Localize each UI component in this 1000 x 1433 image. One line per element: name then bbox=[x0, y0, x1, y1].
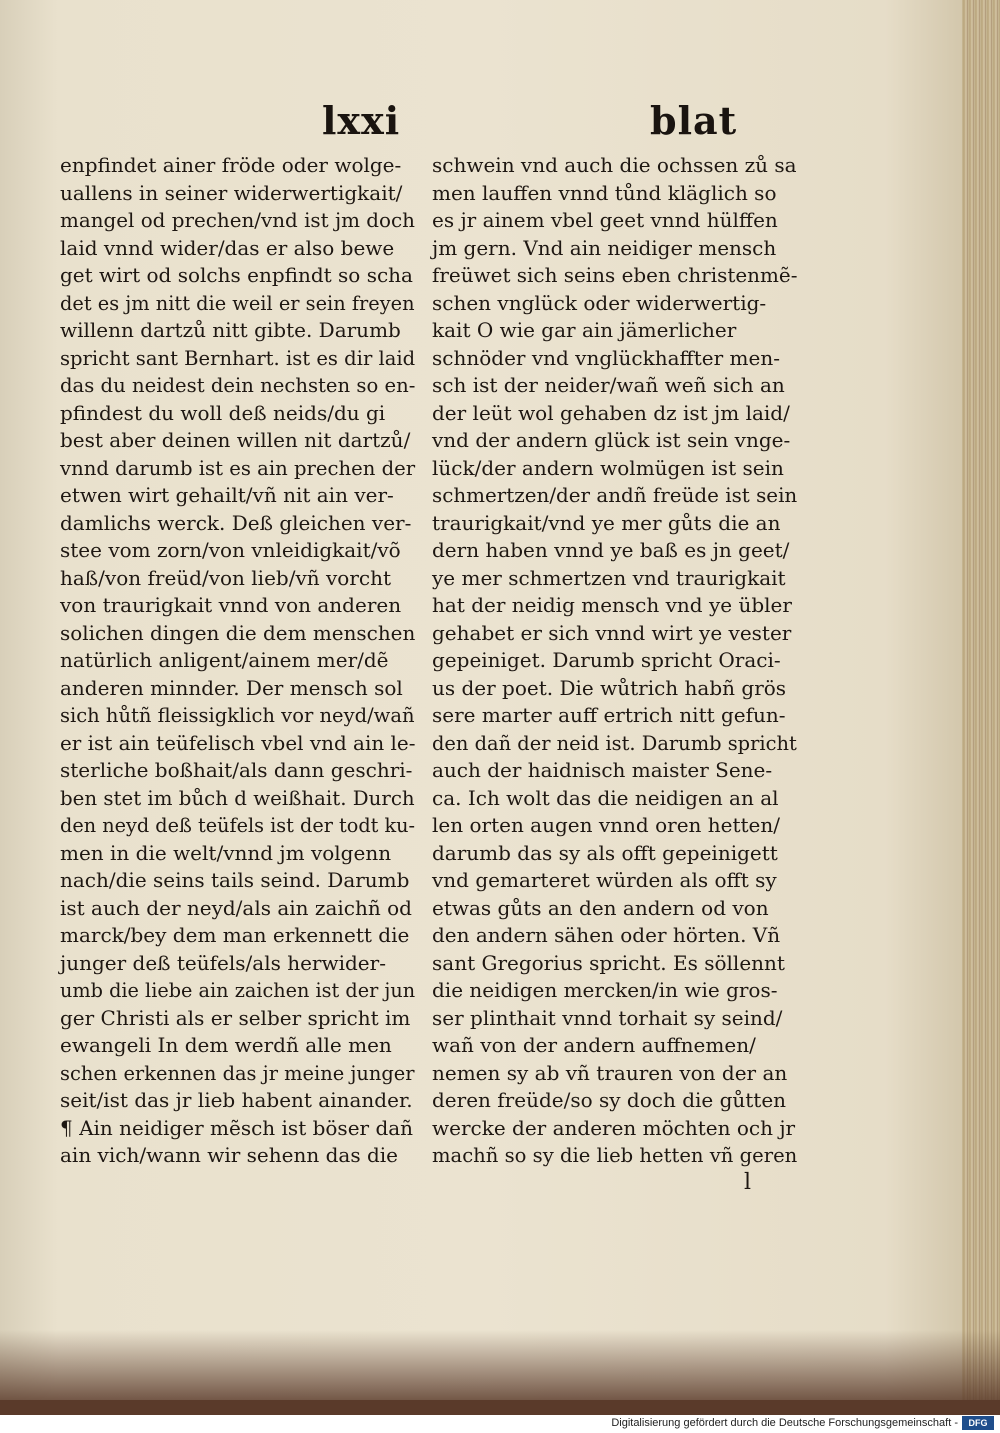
text-line: ist auch der neyd/als ain zaichñ od bbox=[60, 895, 412, 920]
text-line: uallens in seiner widerwertigkait/ bbox=[60, 180, 403, 205]
text-line: gehabet er sich vnnd wirt ye vester bbox=[432, 620, 792, 645]
text-line: marck/bey dem man erkennett die bbox=[60, 923, 410, 947]
text-line: jm gern. Vnd ain neidiger mensch bbox=[432, 235, 777, 260]
folio-number: lxxi bbox=[322, 98, 401, 143]
text-line: junger deß teüfels/als herwider- bbox=[60, 950, 386, 975]
signature-mark: l bbox=[744, 1170, 752, 1195]
text-line: es jr ainem vbel geet vnnd hülffen bbox=[432, 208, 778, 232]
text-line: darumb das sy als offt gepeinigett bbox=[432, 840, 778, 865]
text-line: schwein vnd auch die ochssen zů sa bbox=[432, 153, 797, 177]
text-line: ger Christi als er selber spricht im bbox=[60, 1005, 411, 1030]
text-line: us der poet. Die wůtrich habñ grös bbox=[432, 675, 787, 700]
text-line: schmertzen/der andñ freüde ist sein bbox=[432, 483, 798, 507]
text-line: ewangeli In dem werdñ alle men bbox=[60, 1033, 392, 1057]
text-line: gepeiniget. Darumb spricht Oraci- bbox=[432, 648, 781, 672]
text-line: nemen sy ab vñ trauren von der an bbox=[432, 1060, 788, 1085]
text-line: det es jm nitt die weil er sein freyen bbox=[60, 290, 415, 315]
text-line: sant Gregorius spricht. Es söllennt bbox=[432, 950, 785, 975]
text-line: laid vnnd wider/das er also bewe bbox=[60, 235, 395, 260]
text-line: schnöder vnd vnglückhaffter men- bbox=[432, 345, 780, 370]
text-line: der leüt wol gehaben dz ist jm laid/ bbox=[432, 400, 790, 425]
text-line: men in die welt/vnnd jm volgenn bbox=[60, 840, 392, 865]
text-line: vnd gemarteret würden als offt sy bbox=[432, 868, 777, 892]
text-line: ser plinthait vnnd torhait sy seind/ bbox=[432, 1005, 783, 1030]
text-line: sch ist der neider/wañ weñ sich an bbox=[432, 373, 785, 397]
text-line: die neidigen mercken/in wie gros- bbox=[432, 978, 778, 1002]
text-line: vnd der andern glück ist sein vnge- bbox=[432, 428, 791, 452]
text-line: das du neidest dein nechsten so en- bbox=[60, 373, 416, 397]
text-line: ben stet im bůch d weißhait. Durch bbox=[60, 785, 415, 810]
text-line: auch der haidnisch maister Sene- bbox=[432, 758, 773, 782]
footer-credit: Digitalisierung gefördert durch die Deutsche Forschungsgemeinschaft - bbox=[611, 1417, 958, 1429]
text-line: hat der neidig mensch vnd ye übler bbox=[432, 593, 792, 617]
text-line: haß/von freüd/von lieb/vñ vorcht bbox=[60, 565, 392, 590]
text-column-left bbox=[60, 152, 415, 1170]
text-line: spricht sant Bernhart. ist es dir laid bbox=[60, 345, 416, 370]
text-line: sterliche boßhait/als dann geschri- bbox=[60, 758, 413, 782]
text-line: seit/ist das jr lieb habent ainander. bbox=[60, 1088, 413, 1112]
text-line: den neyd deß teüfels ist der todt ku- bbox=[60, 813, 416, 837]
text-line: len orten augen vnnd oren hetten/ bbox=[432, 813, 781, 837]
text-line: kait O wie gar ain jämerlicher bbox=[432, 318, 737, 342]
binding-shadow bbox=[0, 1330, 1000, 1415]
text-line: den andern sähen oder hörten. Vñ bbox=[432, 923, 781, 947]
text-line: enpfindet ainer fröde oder wolge- bbox=[60, 153, 402, 177]
text-line: natürlich anligent/ainem mer/dẽ bbox=[60, 648, 389, 672]
dfg-logo: DFG bbox=[962, 1416, 994, 1430]
text-line: wercke der anderen möchten och jr bbox=[432, 1115, 796, 1140]
text-line: vnnd darumb ist es ain prechen der bbox=[60, 455, 416, 480]
text-line: umb die liebe ain zaichen ist der jun bbox=[60, 978, 416, 1002]
text-line: get wirt od solchs enpfindt so scha bbox=[60, 263, 413, 287]
page-edges bbox=[962, 0, 1000, 1400]
text-line: best aber deinen willen nit dartzů/ bbox=[60, 428, 411, 452]
text-line: willenn dartzů nitt gibte. Darumb bbox=[60, 318, 401, 342]
text-line: deren freüde/so sy doch die gůtten bbox=[432, 1088, 787, 1112]
text-line: ¶ Ain neidiger mẽsch ist böser dañ bbox=[60, 1115, 414, 1140]
text-line: machñ so sy die lieb hetten vñ geren bbox=[432, 1143, 798, 1167]
text-column-right bbox=[432, 152, 797, 1170]
text-line: sere marter auff ertrich nitt gefun- bbox=[432, 703, 786, 727]
text-line: den dañ der neid ist. Darumb spricht bbox=[432, 730, 797, 755]
text-line: etwen wirt gehailt/vñ nit ain ver- bbox=[60, 483, 394, 507]
text-line: schen vnglück oder widerwertig- bbox=[432, 290, 767, 315]
text-line: etwas gůts an den andern od von bbox=[432, 895, 769, 920]
text-line: dern haben vnnd ye baß es jn geet/ bbox=[432, 538, 790, 562]
text-line: mangel od prechen/vnd ist jm doch bbox=[60, 208, 415, 232]
text-line: ca. Ich wolt das die neidigen an al bbox=[432, 785, 779, 810]
folio-label: blat bbox=[650, 98, 738, 143]
text-line: stee vom zorn/von vnleidigkait/võ bbox=[60, 538, 401, 562]
text-line: ain vich/wann wir sehenn das die bbox=[60, 1143, 398, 1167]
text-line: von traurigkait vnnd von anderen bbox=[60, 593, 402, 617]
text-line: lück/der andern wolmügen ist sein bbox=[432, 455, 784, 480]
text-line: sich hůtñ fleissigklich vor neyd/wañ bbox=[60, 703, 415, 727]
text-line: schen erkennen das jr meine junger bbox=[60, 1060, 415, 1085]
text-line: nach/die seins tails seind. Darumb bbox=[60, 868, 410, 892]
footer-bar bbox=[0, 1415, 1000, 1433]
text-line: men lauffen vnnd tůnd kläglich so bbox=[432, 180, 777, 205]
text-line: er ist ain teüfelisch vbel vnd ain le- bbox=[60, 730, 416, 755]
text-line: pfindest du woll deß neids/du gi bbox=[60, 400, 386, 425]
text-line: wañ von der andern auffnemen/ bbox=[432, 1033, 756, 1057]
text-line: traurigkait/vnd ye mer gůts die an bbox=[432, 510, 781, 535]
text-line: freüwet sich seins eben christenmẽ- bbox=[432, 263, 798, 287]
text-line: solichen dingen die dem menschen bbox=[60, 620, 416, 645]
text-line: damlichs werck. Deß gleichen ver- bbox=[60, 510, 412, 535]
text-line: anderen minnder. Der mensch sol bbox=[60, 675, 403, 700]
text-line: ye mer schmertzen vnd traurigkait bbox=[432, 565, 786, 590]
